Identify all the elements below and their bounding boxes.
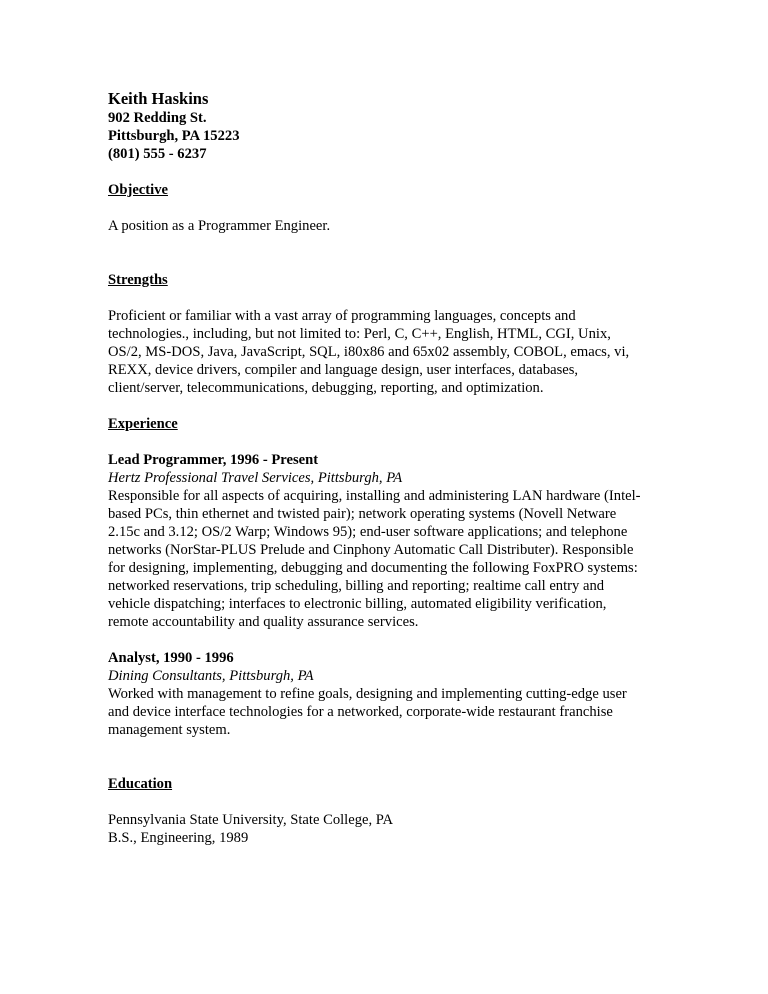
job-description-line: vehicle dispatching; interfaces to electronic billing, automated eligibility verification, [108,596,607,612]
spacer [108,631,668,649]
spacer [108,199,668,217]
job-description-line: networks (NorStar-PLUS Prelude and Cinphony Automatic Call Distributer). Responsible [108,542,634,558]
job-description-line: networked reservations, trip scheduling, billing and reporting; realtime call entry and [108,578,605,594]
strengths-line: technologies., including, but not limited to: Perl, C, C++, English, HTML, CGI, Unix, [108,326,611,342]
spacer [108,739,668,775]
strengths-line: Proficient or familiar with a vast array of programming languages, concepts and [108,308,576,324]
job-description-line: remote accountability and quality assurance services. [108,614,419,630]
job-description-line: Responsible for all aspects of acquiring, installing and administering LAN hardware (Intel- [108,488,641,504]
education-degree: B.S., Engineering, 1989 [108,830,249,846]
spacer [108,397,668,415]
strengths-paragraph [108,307,668,397]
job-entry [108,649,668,739]
job-description-line: based PCs, thin ethernet and twisted pair); network operating systems (Novell Netware [108,506,617,522]
strengths-line: OS/2, MS-DOS, Java, JavaScript, SQL, i80x86 and 65x02 assembly, COBOL, emacs, vi, [108,344,630,360]
spacer [108,433,668,451]
job-company: Hertz Professional Travel Services, Pittsburgh, PA [108,470,403,486]
education-heading: Education [108,776,173,792]
objective-heading: Objective [108,182,168,198]
education-school: Pennsylvania State University, State College, PA [108,812,394,828]
spacer [108,289,668,307]
job-title: Lead Programmer, 1996 - Present [108,452,319,468]
strengths-line: REXX, device drivers, compiler and language design, user interfaces, databases, [108,362,579,378]
spacer [108,235,668,271]
job-title: Analyst, 1990 - 1996 [108,650,234,666]
strengths-line: client/server, telecommunications, debugging, reporting, and optimization. [108,380,544,396]
job-description-line: for designing, implementing, debugging and documenting the following FoxPRO systems: [108,560,638,576]
city-state-zip: Pittsburgh, PA 15223 [108,128,240,144]
spacer [108,163,668,181]
street-address: 902 Redding St. [108,110,207,126]
job-entry [108,451,668,631]
job-description-line: 2.15c and 3.12; OS/2 Warp; Windows 95); end-user software applications; and telephone [108,524,628,540]
experience-heading: Experience [108,416,178,432]
objective-text: A position as a Programmer Engineer. [108,218,331,234]
job-description-line: and device interface technologies for a networked, corporate-wide restaurant franchise [108,704,613,720]
job-description-line: management system. [108,722,231,738]
job-company: Dining Consultants, Pittsburgh, PA [108,668,314,684]
applicant-name: Keith Haskins [108,89,209,108]
job-description-line: Worked with management to refine goals, designing and implementing cutting-edge user [108,686,627,702]
resume-document [108,89,668,847]
spacer [108,793,668,811]
phone-number: (801) 555 - 6237 [108,146,207,162]
strengths-heading: Strengths [108,272,168,288]
